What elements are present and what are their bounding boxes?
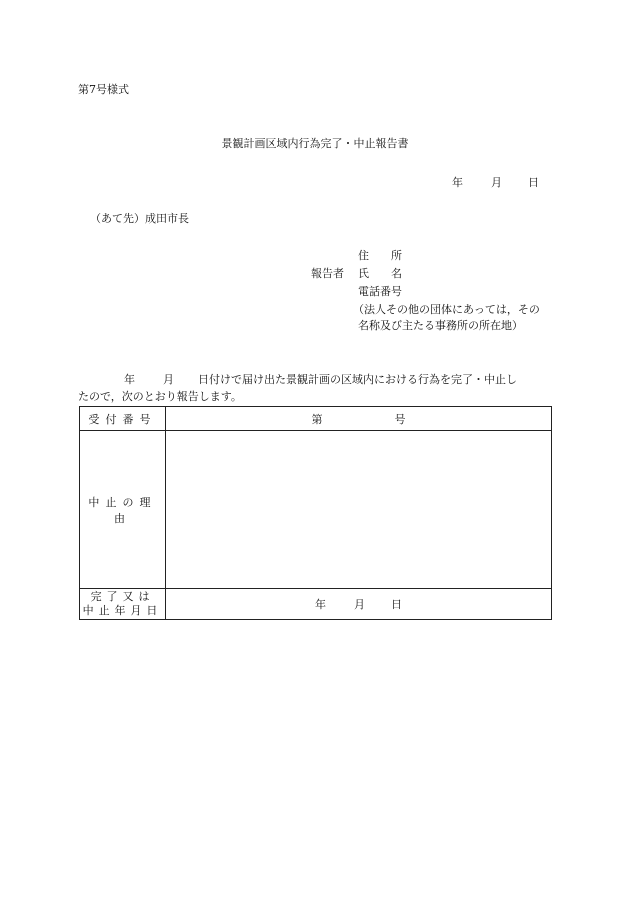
body-text-line-1 bbox=[124, 374, 517, 385]
completion-date-field[interactable] bbox=[166, 589, 552, 620]
reporter-address-label: 住 所 bbox=[358, 249, 402, 262]
reason-field[interactable] bbox=[166, 431, 552, 589]
reporter-corp-note-1: （法人その他の団体にあっては，その bbox=[353, 303, 540, 316]
reporter-name-label: 氏 名 bbox=[358, 267, 402, 280]
body-line1-rest: 日付けで届け出た景観計画の区域内における行為を完了・中止し bbox=[198, 373, 517, 386]
report-table bbox=[79, 406, 552, 620]
date-day: 日 bbox=[528, 176, 539, 189]
date-month: 月 bbox=[491, 176, 502, 189]
receipt-prefix: 第 bbox=[311, 412, 323, 426]
reporter-phone-label: 電話番号 bbox=[358, 285, 402, 298]
body-month: 月 bbox=[163, 373, 174, 386]
reporter-label: 報告者 bbox=[311, 267, 344, 280]
table-row-reason bbox=[80, 431, 552, 589]
receipt-suffix: 号 bbox=[394, 412, 406, 426]
date-year: 年 bbox=[452, 176, 463, 189]
table-date-year: 年 bbox=[315, 598, 326, 611]
reporter-corp-note-2: 名称及び主たる事務所の所在地） bbox=[358, 319, 523, 332]
body-year: 年 bbox=[124, 373, 135, 386]
table-row-date bbox=[80, 589, 552, 620]
form-number: 第7号様式 bbox=[78, 83, 129, 96]
completion-date-label-line-1: 完了又は bbox=[90, 590, 155, 604]
body-text-line-2: たので，次のとおり報告します。 bbox=[78, 390, 242, 403]
table-row-receipt bbox=[80, 407, 552, 431]
addressee: （あて先）成田市長 bbox=[90, 212, 189, 225]
completion-date-label bbox=[80, 589, 166, 620]
table-date-month: 月 bbox=[354, 598, 365, 611]
completion-date-label-line-2: 中止年月日 bbox=[82, 604, 163, 617]
report-date bbox=[452, 177, 539, 188]
reason-label: 中止の理由 bbox=[80, 431, 166, 589]
receipt-number-field[interactable] bbox=[166, 407, 552, 431]
receipt-number-label: 受付番号 bbox=[80, 407, 166, 431]
document-title: 景観計画区域内行為完了・中止報告書 bbox=[221, 137, 409, 150]
table-date-day: 日 bbox=[391, 598, 402, 611]
